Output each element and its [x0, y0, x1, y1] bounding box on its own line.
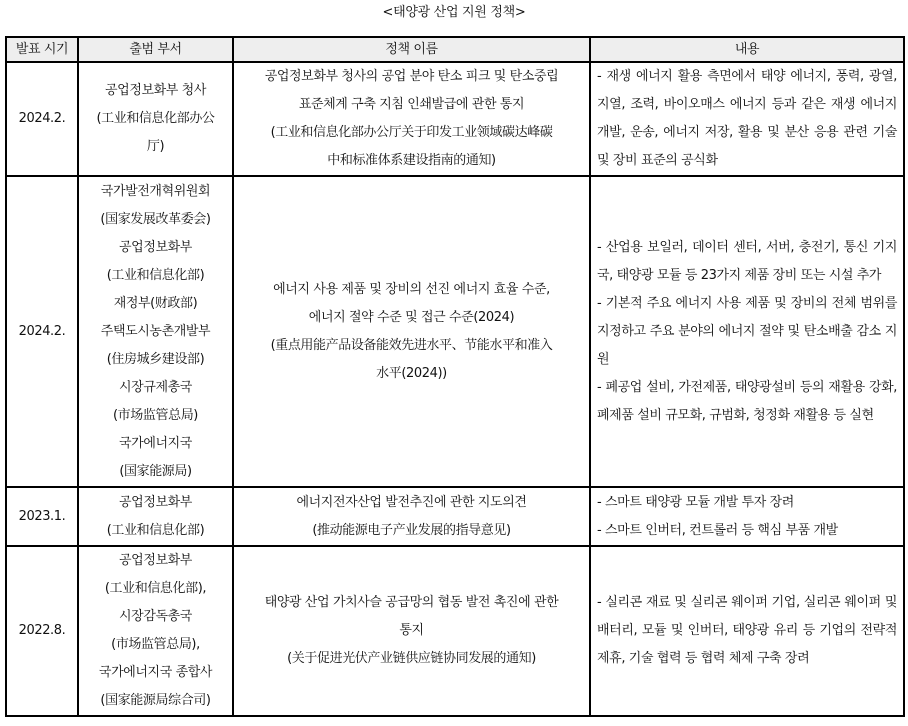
header-policy-name: 정책 이름 [233, 37, 590, 62]
policy-table [5, 36, 905, 717]
cell-content [590, 62, 904, 176]
dept-line: 시장감독총국 [119, 609, 192, 624]
cell-date: 2022.8. [6, 546, 78, 716]
cell-policy-name [233, 176, 590, 487]
content-item: - 스마트 인버터, 컨트롤러 등 핵심 부품 개발 [597, 522, 838, 538]
cell-date: 2023.1. [6, 487, 78, 546]
dept-line: 공업정보화부 [119, 494, 192, 510]
policy-line: 통지 [399, 623, 424, 638]
dept-line: (国家能源局) [119, 463, 192, 479]
policy-line: (工业和信息化部办公厅关于印发工业领域碳达峰碳 [270, 125, 553, 140]
policy-line: 공업정보화부 청사의 공업 분야 탄소 피크 및 탄소중립 [264, 69, 559, 84]
dept-line: 공업정보화부 [119, 239, 192, 255]
cell-date: 2024.2. [6, 176, 78, 487]
policy-line: (关于促进光伏产业链供应链协同发展的通知) [287, 651, 536, 666]
content-item: - 실리콘 재료 및 실리콘 웨이퍼 기업, 실리콘 웨이퍼 및 배터리, 모듈 및 인버터, 태양광 유리 등 기업의 전략적 제휴, 기술 협력 등 협력 체제 구축 장려 [597, 595, 897, 666]
policy-line: 태양광 산업 가치사슬 공급망의 협동 발전 촉진에 관한 [264, 595, 559, 610]
policy-line: (推动能源电子产业发展的指导意见) [312, 522, 511, 538]
cell-policy-name [233, 62, 590, 176]
dept-line: 국가에너지국 종합사 [98, 665, 213, 680]
cell-content [590, 176, 904, 487]
content-item: - 스마트 태양광 모듈 개발 투자 장려 [597, 494, 794, 510]
policy-line: 中和标准体系建设指南的通知) [327, 153, 496, 168]
dept-line: (工业和信息化部), [104, 581, 207, 596]
table-row [6, 546, 904, 716]
dept-line: 국가발전개혁위원회 [100, 183, 211, 199]
policy-line: 에너지 절약 수준 및 접근 수준(2024) [308, 309, 515, 325]
dept-line: 국가에너지국 [119, 435, 192, 451]
dept-line: (市场监管总局), [111, 637, 200, 652]
dept-line: 재정부(财政部) [113, 295, 198, 311]
content-item: - 기본적 주요 에너지 사용 제품 및 장비의 전체 범위를 지정하고 주요 분야의 에너지 절약 및 탄소배출 감소 지원 [597, 295, 897, 367]
policy-line: 에너지전자산업 발전추진에 관한 지도의견 [296, 494, 527, 510]
cell-content [590, 487, 904, 546]
dept-line: 시장규제총국 [119, 379, 192, 395]
cell-date: 2024.2. [6, 62, 78, 176]
dept-line: (国家能源局综合司) [100, 693, 211, 708]
dept-line: (工业和信息化部办公 [96, 111, 215, 126]
content-item: - 재생 에너지 활용 측면에서 태양 에너지, 풍력, 광열, 지열, 조력, 바이오매스 에너지 등과 같은 재생 에너지 개발, 운송, 에너지 저장, 활용 및 분산 응용 관련 기술 및 장비 표준의 공식화 [597, 69, 897, 168]
dept-line: (市场监管总局) [113, 407, 198, 423]
header-department: 출범 부서 [78, 37, 233, 62]
dept-line: 주택도시농촌개발부 [100, 323, 211, 339]
table-row [6, 62, 904, 176]
dept-line: 厅) [146, 139, 165, 154]
cell-content [590, 546, 904, 716]
header-content: 내용 [590, 37, 904, 62]
cell-department [78, 176, 233, 487]
table-caption: <태양광 산업 지원 정책> [382, 5, 526, 20]
cell-policy-name [233, 487, 590, 546]
table-row [6, 487, 904, 546]
cell-department [78, 546, 233, 716]
dept-line: 공업정보화부 [119, 553, 192, 568]
policy-line: 에너지 사용 제품 및 장비의 선진 에너지 효율 수준, [273, 281, 550, 297]
table-row [6, 176, 904, 487]
header-row [6, 37, 904, 62]
header-date: 발표 시기 [6, 37, 78, 62]
cell-department [78, 62, 233, 176]
dept-line: (住房城乡建设部) [106, 351, 205, 367]
cell-department [78, 487, 233, 546]
cell-policy-name [233, 546, 590, 716]
dept-line: 공업정보화부 청사 [105, 83, 206, 98]
dept-line: (工业和信息化部) [106, 522, 205, 538]
content-item: - 폐공업 설비, 가전제품, 태양광설비 등의 재활용 강화, 폐제품 설비 규모화, 규범화, 청정화 재활용 등 실현 [597, 379, 897, 423]
policy-line: 표준체계 구축 지침 인쇄발급에 관한 통지 [298, 97, 525, 112]
content-item: - 산업용 보일러, 데이터 센터, 서버, 충전기, 통신 기지국, 태양광 모듈 등 23가지 제품 장비 또는 시설 추가 [597, 239, 897, 283]
dept-line: (国家发展改革委会) [100, 211, 211, 227]
dept-line: (工业和信息化部) [106, 267, 205, 283]
policy-line: 水平(2024)) [376, 365, 447, 381]
policy-line: (重点用能产品设备能效先进水平、节能水平和准入 [270, 337, 553, 353]
